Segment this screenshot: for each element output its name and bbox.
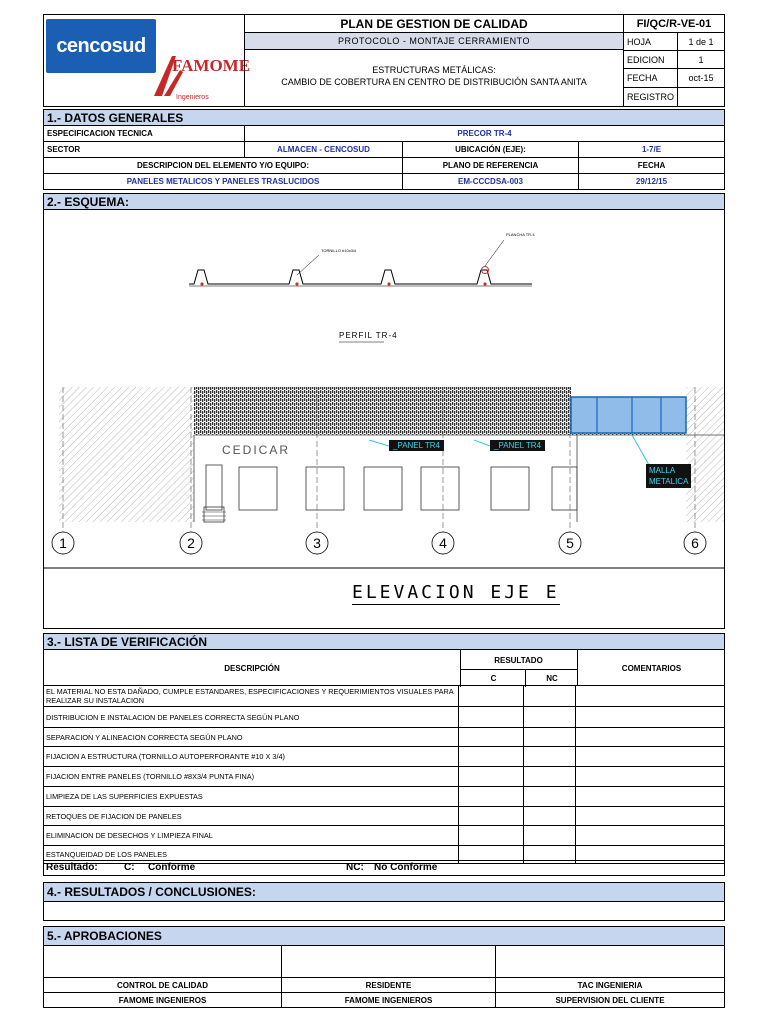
table-row [44,728,725,747]
cencosud-logo-text: cencosud [56,34,146,57]
axis-label-5: 5 [566,535,574,551]
check-c-4[interactable] [459,747,524,767]
axis-label-1: 1 [59,535,67,551]
plan-ref-label: PLANO DE REFERENCIA [402,157,579,174]
check-comment-5[interactable] [576,767,725,787]
table-row [44,707,725,728]
legend-c-text: Conforme [148,862,196,873]
location-label: UBICACIÓN (EJE): [402,141,579,158]
check-item-8: ELIMINACION DE DESECHOS Y LIMPIEZA FINAL [44,826,459,846]
check-c-2[interactable] [459,707,524,728]
meta-label-fecha: FECHA [623,68,678,88]
check-nc-5[interactable] [524,767,576,787]
check-nc-7[interactable] [524,807,576,826]
check-comment-6[interactable] [576,787,725,807]
location-value: 1-7/E [578,141,725,158]
mesh-label [646,464,691,488]
table-row [44,807,725,826]
axis-label-2: 2 [187,535,195,551]
element-desc-label: DESCRIPCION DEL ELEMENTO Y/O EQUIPO: [43,157,403,174]
table-row [44,747,725,767]
cencosud-logo [46,19,156,73]
check-item-3: SEPARACION Y ALINEACION CORRECTA SEGÚN PLANO [44,728,459,747]
legend-c-code: C: [124,862,135,873]
section-approvals-title: 5.- APROBACIONES [43,926,725,946]
col-nc-header: NC [525,669,578,687]
meta-label-registro: REGISTRO [623,87,678,107]
section-general-title: 1.- DATOS GENERALES [43,109,725,126]
famome-logo-name: FAMOME [172,56,251,75]
section-checklist-title: 3.- LISTA DE VERIFICACIÓN [43,633,725,650]
check-item-7: RETOQUES DE FIJACION DE PANELES [44,807,459,826]
elevation-title: ELEVACION EJE E [352,582,560,603]
sector-value: ALMACEN - CENCOSUD [244,141,403,158]
check-nc-3[interactable] [524,728,576,747]
check-comment-1[interactable] [576,686,725,707]
results-text[interactable] [43,901,725,921]
check-item-9: ESTANQUEIDAD DE LOS PANELES [44,846,459,864]
check-item-6: LIMPIEZA DE LAS SUPERFICIES EXPUESTAS [44,787,459,807]
legend-nc-text: No Conforme [374,862,438,873]
check-item-1: EL MATERIAL NO ESTA DAÑADO, CUMPLE ESTANDARES, ESPECIFICACIONES Y REQUERIMIENTOS VISUALES PARA REALIZAR SU INSTALACION [44,686,459,707]
check-comment-2[interactable] [576,707,725,728]
spec-label: ESPECIFICACION TECNICA [43,125,245,142]
col-description-header: DESCRIPCIÓN [224,663,280,673]
mesh-label-line-2: METALICA [649,477,689,486]
approval-signature-2[interactable] [281,945,496,978]
spec-value: PRECOR TR-4 [244,125,725,142]
approval-entity-1: FAMOME INGENIEROS [43,992,282,1008]
axis-label-6: 6 [691,535,699,551]
section-results-title: 4.- RESULTADOS / CONCLUSIONES: [43,882,725,902]
check-nc-6[interactable] [524,787,576,807]
check-c-1[interactable] [459,686,524,707]
check-nc-2[interactable] [524,707,576,728]
check-c-8[interactable] [459,826,524,846]
meta-label-hoja: HOJA [623,32,678,51]
panel-label-2: _PANEL TR4 [490,440,545,451]
check-c-6[interactable] [459,787,524,807]
check-comment-7[interactable] [576,807,725,826]
panel-label-1: _PANEL TR4 [389,440,444,451]
col-c-header: C [460,669,526,687]
date-label: FECHA [578,157,725,174]
approval-signature-3[interactable] [495,945,725,978]
approval-entity-2: FAMOME INGENIEROS [281,992,496,1008]
approval-role-2: RESIDENTE [281,977,496,993]
checklist-rows [43,685,725,864]
elevation-drawing [44,210,725,629]
profile-label: PERFIL TR-4 [339,331,398,340]
legend-label: Resultado: [46,862,98,873]
approval-role-3: TAC INGENIERIA [495,977,725,993]
check-c-3[interactable] [459,728,524,747]
schema-drawing-frame [43,209,725,629]
profile-note-2: PLANCHA TR-4 [506,232,535,237]
check-comment-8[interactable] [576,826,725,846]
famome-logo-sub: Ingenieros [176,94,209,101]
profile-note-1: TORNILLO #10x3/4 [321,248,357,253]
meta-value-edicion: 1 [677,50,725,69]
axis-label-3: 3 [313,535,321,551]
document-code: FI/QC/R-VE-01 [623,14,725,33]
plan-title: PLAN DE GESTION DE CALIDAD [244,14,624,33]
table-row [44,826,725,846]
protocol-title: PROTOCOLO - MONTAJE CERRAMIENTO [244,32,624,50]
plan-ref-value: EM-CCCDSA-003 [402,173,579,190]
subject-line-1: ESTRUCTURAS METÁLICAS: [372,65,496,75]
col-result-header: RESULTADO [494,655,543,665]
check-item-5: FIJACION ENTRE PANELES (TORNILLO #8X3/4 PUNTA FINA) [44,767,459,787]
check-item-4: FIJACION A ESTRUCTURA (TORNILLO AUTOPERFORANTE #10 X 3/4) [44,747,459,767]
date-value: 29/12/15 [578,173,725,190]
meta-label-edicion: EDICION [623,50,678,69]
check-comment-3[interactable] [576,728,725,747]
result-legend [43,860,725,876]
meta-value-registro [677,87,725,107]
mesh-label-line-1: MALLA [649,466,676,475]
approval-signature-1[interactable] [43,945,282,978]
table-row [44,767,725,787]
section-schema-title: 2.- ESQUEMA: [43,193,725,210]
meta-value-fecha: oct-15 [677,68,725,88]
check-item-2: DISTRIBUCION E INSTALACION DE PANELES CORRECTA SEGÚN PLANO [44,707,459,728]
subject-line-2: CAMBIO DE COBERTURA EN CENTRO DE DISTRIBUCIÓN SANTA ANITA [281,77,587,87]
building-sign: CEDICAR [222,443,291,457]
check-nc-8[interactable] [524,826,576,846]
element-desc-value: PANELES METALICOS Y PANELES TRASLUCIDOS [43,173,403,190]
col-comments-header: COMENTARIOS [577,650,725,686]
legend-nc-code: NC: [346,862,364,873]
approval-entity-3: SUPERVISION DEL CLIENTE [495,992,725,1008]
famome-logo [150,50,251,104]
approval-role-1: CONTROL DE CALIDAD [43,977,282,993]
table-row [44,686,725,707]
meta-table [623,32,725,107]
meta-value-hoja: 1 de 1 [677,32,725,51]
check-comment-4[interactable] [576,747,725,767]
check-c-7[interactable] [459,807,524,826]
check-nc-4[interactable] [524,747,576,767]
sector-label: SECTOR [43,141,245,158]
axis-label-4: 4 [439,535,447,551]
table-row [44,787,725,807]
check-nc-1[interactable] [524,686,576,707]
check-c-5[interactable] [459,767,524,787]
